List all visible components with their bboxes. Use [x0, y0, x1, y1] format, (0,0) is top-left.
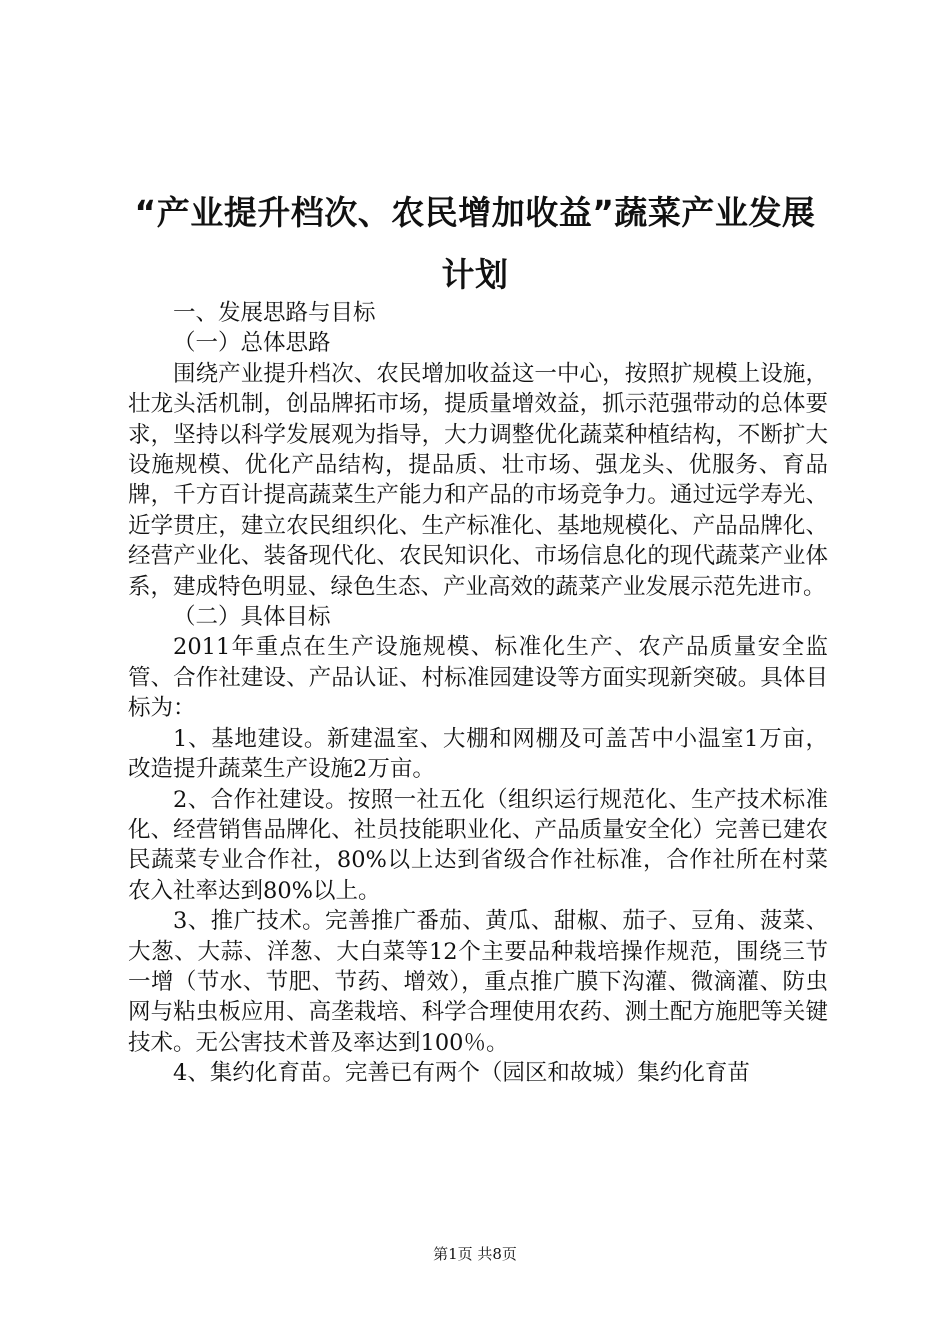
page-footer: 第1页 共8页: [433, 1245, 517, 1263]
subsection-heading-specific-goals: （二）具体目标: [173, 604, 331, 631]
list-item-base-construction: 1、基地建设。新建温室、大棚和网棚及可盖苫中小温室1万亩，改造提升蔬菜生产设施2万亩。: [128, 725, 828, 783]
list-item-intensive-seedling: 4、集约化育苗。完善已有两个（园区和故城）集约化育苗: [173, 1060, 750, 1087]
document-body: [128, 298, 828, 1089]
section-heading-1: 一、发展思路与目标: [173, 300, 376, 326]
list-item-cooperative-construction: 2、合作社建设。按照一社五化（组织运行规范化、生产技术标准化、经营销售品牌化、社员技能职业化、产品质量安全化）完善已建农民蔬菜专业合作社，80%以上达到省级合作社标准，合作社所在村菜农入社率达到80%以上。: [128, 786, 828, 904]
list-item-technology-promotion: 3、推广技术。完善推广番茄、黄瓜、甜椒、茄子、豆角、菠菜、大葱、大蒜、洋葱、大白菜等12个主要品种栽培操作规范，围绕三节一增（节水、节肥、节药、增效），重点推广膜下沟灌、微滴灌、防虫网与粘虫板应用、高垄栽培、科学合理使用农药、测土配方施肥等关键技术。无公害技术普及率达到100％。: [128, 908, 828, 1056]
document-title: “产业提升档次、农民增加收益”蔬菜产业发展计划: [134, 193, 816, 294]
paragraph-specific-goals: 2011年重点在生产设施规模、标准化生产、农产品质量安全监管、合作社建设、产品认证、村标准园建设等方面实现新突破。具体目标为：: [128, 634, 828, 722]
paragraph-overall-idea: 围绕产业提升档次、农民增加收益这一中心，按照扩规模上设施，壮龙头活机制，创品牌拓市场，提质量增效益，抓示范强带动的总体要求，坚持以科学发展观为指导，大力调整优化蔬菜种植结构，不断扩大设施规模、优化产品结构，提品质、壮市场、强龙头、优服务、育品牌，千方百计提高蔬菜生产能力和产品的市场竞争力。通过远学寿光、近学贯庄，建立农民组织化、生产标准化、基地规模化、产品品牌化、经营产业化、装备现代化、农民知识化、市场信息化的现代蔬菜产业体系，建成特色明显、绿色生态、产业高效的蔬菜产业发展示范先进市。: [128, 360, 828, 600]
subsection-heading-overall-idea: （一）总体思路: [173, 330, 331, 357]
